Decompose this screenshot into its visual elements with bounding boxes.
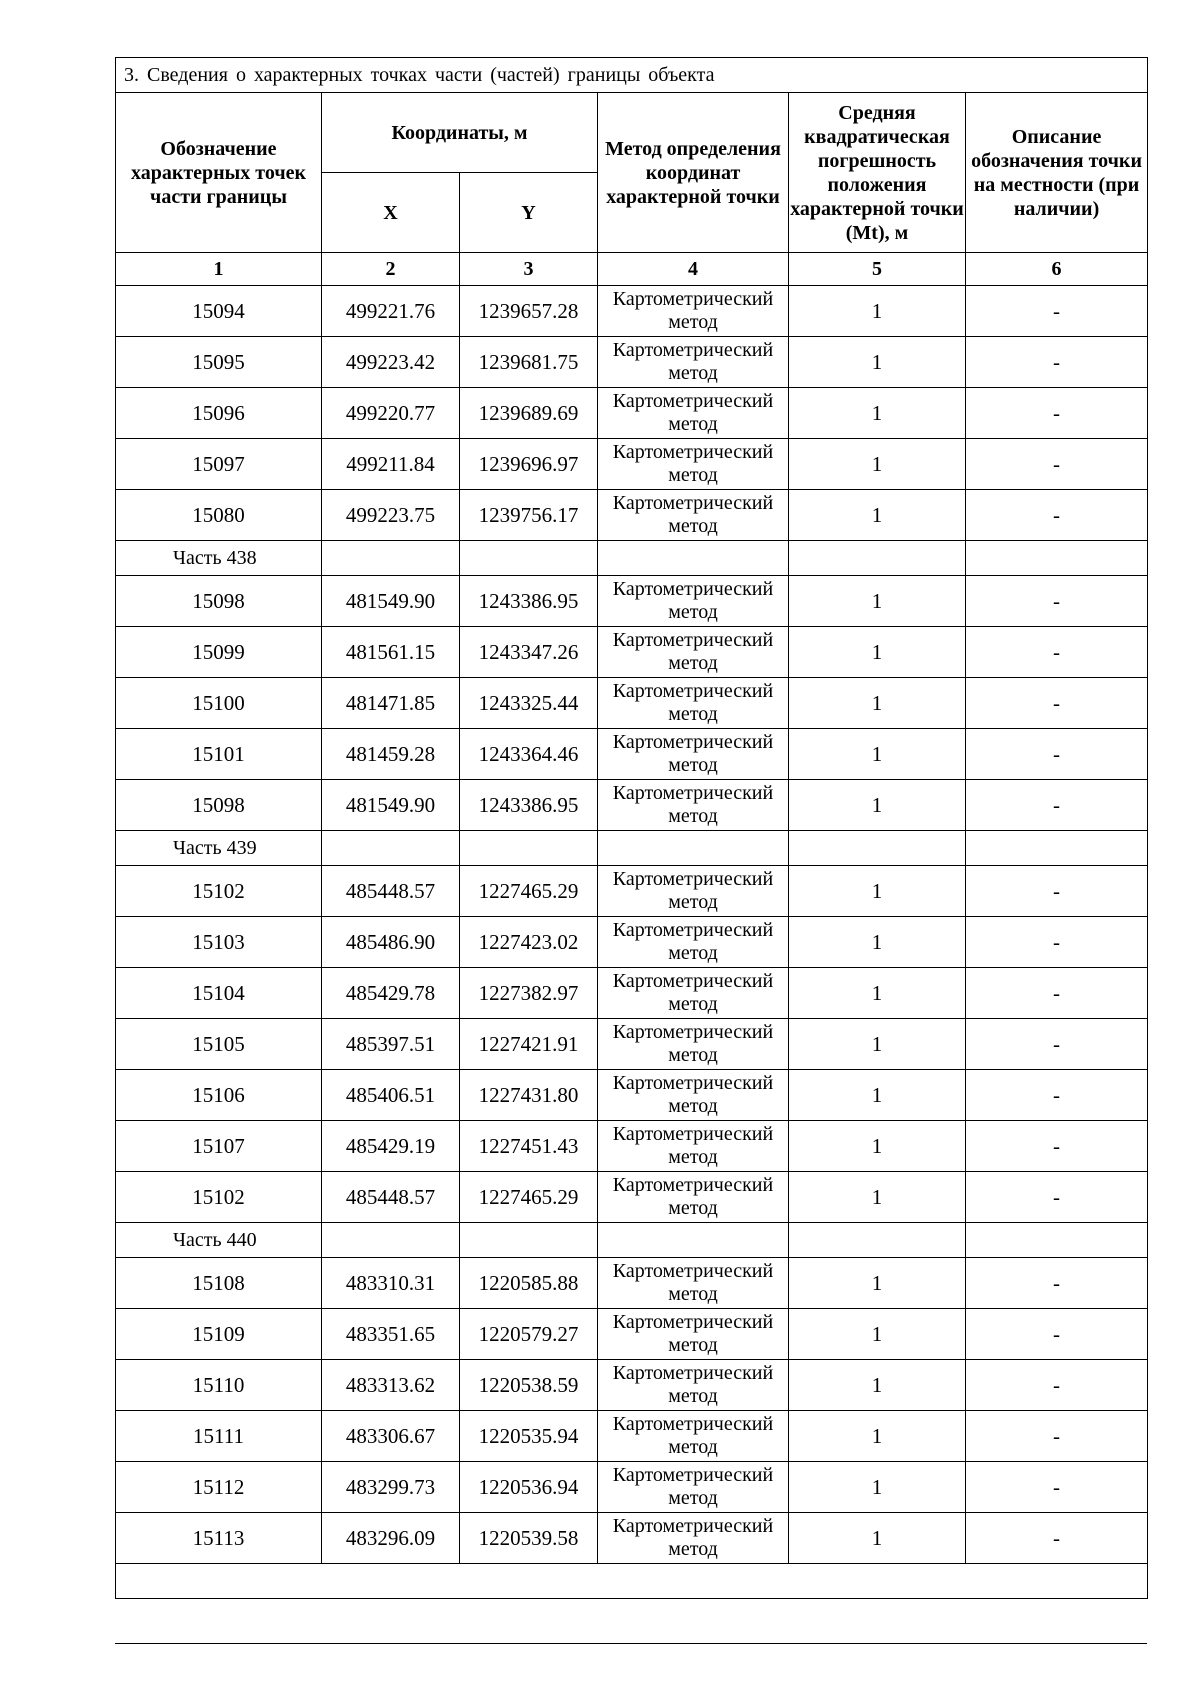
- section-title: 3. Сведения о характерных точках части (частей) границы объекта: [116, 58, 1148, 93]
- description-cell: -: [966, 780, 1148, 831]
- mean-error-cell: 1: [789, 1019, 966, 1070]
- x-coordinate-cell: 481471.85: [322, 678, 460, 729]
- header-mean-error: Средняя квадратическая погрешность положения характерной точки (Mt), м: [789, 93, 966, 253]
- empty-cell: [966, 1223, 1148, 1258]
- empty-cell: [789, 541, 966, 576]
- part-header-row: [116, 541, 1148, 576]
- empty-cell: [322, 541, 460, 576]
- y-coordinate-cell: 1220535.94: [460, 1411, 598, 1462]
- description-cell: -: [966, 576, 1148, 627]
- description-cell: -: [966, 1411, 1148, 1462]
- y-coordinate-cell: 1243386.95: [460, 576, 598, 627]
- point-id-cell: 15098: [116, 576, 322, 627]
- table-empty-row: [116, 1564, 1148, 1599]
- point-id-cell: 15105: [116, 1019, 322, 1070]
- mean-error-cell: 1: [789, 780, 966, 831]
- point-id-cell: 15101: [116, 729, 322, 780]
- table-row: [116, 1513, 1148, 1564]
- y-coordinate-cell: 1227465.29: [460, 1172, 598, 1223]
- description-cell: -: [966, 1360, 1148, 1411]
- y-coordinate-cell: 1227382.97: [460, 968, 598, 1019]
- empty-cell: [322, 1223, 460, 1258]
- x-coordinate-cell: 483296.09: [322, 1513, 460, 1564]
- mean-error-cell: 1: [789, 576, 966, 627]
- header-description: Описание обозначения точки на местности (при наличии): [966, 93, 1148, 253]
- point-id-cell: 15113: [116, 1513, 322, 1564]
- description-cell: -: [966, 490, 1148, 541]
- description-cell: -: [966, 1258, 1148, 1309]
- mean-error-cell: 1: [789, 1258, 966, 1309]
- method-cell: Картометрический метод: [598, 1172, 789, 1223]
- y-coordinate-cell: 1227465.29: [460, 866, 598, 917]
- mean-error-cell: 1: [789, 1121, 966, 1172]
- mean-error-cell: 1: [789, 917, 966, 968]
- table-body: [116, 286, 1148, 1564]
- table-row: [116, 1309, 1148, 1360]
- x-coordinate-cell: 499221.76: [322, 286, 460, 337]
- empty-cell: [460, 1223, 598, 1258]
- x-coordinate-cell: 483310.31: [322, 1258, 460, 1309]
- x-coordinate-cell: 499220.77: [322, 388, 460, 439]
- point-id-cell: 15099: [116, 627, 322, 678]
- column-number: 6: [966, 253, 1148, 286]
- table-row: [116, 866, 1148, 917]
- x-coordinate-cell: 499223.75: [322, 490, 460, 541]
- mean-error-cell: 1: [789, 439, 966, 490]
- column-number: 2: [322, 253, 460, 286]
- description-cell: -: [966, 1070, 1148, 1121]
- method-cell: Картометрический метод: [598, 780, 789, 831]
- empty-cell: [789, 1223, 966, 1258]
- y-coordinate-cell: 1227451.43: [460, 1121, 598, 1172]
- y-coordinate-cell: 1243325.44: [460, 678, 598, 729]
- column-number: 4: [598, 253, 789, 286]
- y-coordinate-cell: 1243347.26: [460, 627, 598, 678]
- table-row: [116, 1258, 1148, 1309]
- header-coordinates: Координаты, м: [322, 93, 598, 173]
- table-row: [116, 917, 1148, 968]
- method-cell: Картометрический метод: [598, 917, 789, 968]
- method-cell: Картометрический метод: [598, 968, 789, 1019]
- method-cell: Картометрический метод: [598, 1462, 789, 1513]
- header-y: Y: [460, 173, 598, 253]
- y-coordinate-cell: 1243386.95: [460, 780, 598, 831]
- table-row: [116, 439, 1148, 490]
- method-cell: Картометрический метод: [598, 388, 789, 439]
- method-cell: Картометрический метод: [598, 1360, 789, 1411]
- y-coordinate-cell: 1220585.88: [460, 1258, 598, 1309]
- description-cell: -: [966, 729, 1148, 780]
- y-coordinate-cell: 1220579.27: [460, 1309, 598, 1360]
- x-coordinate-cell: 481549.90: [322, 576, 460, 627]
- description-cell: -: [966, 678, 1148, 729]
- point-id-cell: 15094: [116, 286, 322, 337]
- part-label: Часть 439: [116, 831, 322, 866]
- description-cell: -: [966, 1513, 1148, 1564]
- description-cell: -: [966, 388, 1148, 439]
- empty-cell: [966, 831, 1148, 866]
- x-coordinate-cell: 485448.57: [322, 866, 460, 917]
- x-coordinate-cell: 481561.15: [322, 627, 460, 678]
- mean-error-cell: 1: [789, 729, 966, 780]
- point-id-cell: 15080: [116, 490, 322, 541]
- point-id-cell: 15103: [116, 917, 322, 968]
- x-coordinate-cell: 485429.19: [322, 1121, 460, 1172]
- x-coordinate-cell: 485448.57: [322, 1172, 460, 1223]
- mean-error-cell: 1: [789, 866, 966, 917]
- method-cell: Картометрический метод: [598, 490, 789, 541]
- part-label: Часть 440: [116, 1223, 322, 1258]
- x-coordinate-cell: 499223.42: [322, 337, 460, 388]
- description-cell: -: [966, 1309, 1148, 1360]
- mean-error-cell: 1: [789, 1172, 966, 1223]
- point-id-cell: 15112: [116, 1462, 322, 1513]
- method-cell: Картометрический метод: [598, 1121, 789, 1172]
- part-header-row: [116, 1223, 1148, 1258]
- header-point-designation: Обозначение характерных точек части границы: [116, 93, 322, 253]
- y-coordinate-cell: 1239756.17: [460, 490, 598, 541]
- description-cell: -: [966, 1172, 1148, 1223]
- table-row: [116, 1019, 1148, 1070]
- mean-error-cell: 1: [789, 337, 966, 388]
- x-coordinate-cell: 483299.73: [322, 1462, 460, 1513]
- part-header-row: [116, 831, 1148, 866]
- method-cell: Картометрический метод: [598, 286, 789, 337]
- description-cell: -: [966, 1462, 1148, 1513]
- point-id-cell: 15104: [116, 968, 322, 1019]
- y-coordinate-cell: 1220536.94: [460, 1462, 598, 1513]
- empty-cell: [598, 831, 789, 866]
- mean-error-cell: 1: [789, 678, 966, 729]
- footer-rule: [115, 1643, 1147, 1644]
- boundary-points-table: [115, 57, 1148, 1599]
- method-cell: Картометрический метод: [598, 576, 789, 627]
- y-coordinate-cell: 1239689.69: [460, 388, 598, 439]
- empty-cell: [460, 541, 598, 576]
- mean-error-cell: 1: [789, 1411, 966, 1462]
- table-row: [116, 1070, 1148, 1121]
- x-coordinate-cell: 485486.90: [322, 917, 460, 968]
- table-row: [116, 1462, 1148, 1513]
- y-coordinate-cell: 1227423.02: [460, 917, 598, 968]
- y-coordinate-cell: 1239681.75: [460, 337, 598, 388]
- mean-error-cell: 1: [789, 1513, 966, 1564]
- description-cell: -: [966, 286, 1148, 337]
- method-cell: Картометрический метод: [598, 1411, 789, 1462]
- document-sheet: [115, 57, 1147, 1599]
- method-cell: Картометрический метод: [598, 337, 789, 388]
- point-id-cell: 15102: [116, 866, 322, 917]
- empty-cell: [598, 541, 789, 576]
- table-row: [116, 729, 1148, 780]
- table-row: [116, 490, 1148, 541]
- method-cell: Картометрический метод: [598, 678, 789, 729]
- method-cell: Картометрический метод: [598, 627, 789, 678]
- point-id-cell: 15109: [116, 1309, 322, 1360]
- table-row: [116, 1360, 1148, 1411]
- x-coordinate-cell: 481459.28: [322, 729, 460, 780]
- method-cell: Картометрический метод: [598, 866, 789, 917]
- table-row: [116, 968, 1148, 1019]
- y-coordinate-cell: 1220539.58: [460, 1513, 598, 1564]
- point-id-cell: 15107: [116, 1121, 322, 1172]
- point-id-cell: 15097: [116, 439, 322, 490]
- point-id-cell: 15110: [116, 1360, 322, 1411]
- mean-error-cell: 1: [789, 1360, 966, 1411]
- table-row: [116, 286, 1148, 337]
- table-row: [116, 388, 1148, 439]
- y-coordinate-cell: 1220538.59: [460, 1360, 598, 1411]
- header-x: X: [322, 173, 460, 253]
- x-coordinate-cell: 485397.51: [322, 1019, 460, 1070]
- method-cell: Картометрический метод: [598, 1513, 789, 1564]
- table-row: [116, 678, 1148, 729]
- description-cell: -: [966, 1121, 1148, 1172]
- point-id-cell: 15095: [116, 337, 322, 388]
- header-method: Метод определения координат характерной точки: [598, 93, 789, 253]
- method-cell: Картометрический метод: [598, 1070, 789, 1121]
- empty-cell: [598, 1223, 789, 1258]
- table-row: [116, 337, 1148, 388]
- method-cell: Картометрический метод: [598, 1258, 789, 1309]
- table-row: [116, 1121, 1148, 1172]
- table-row: [116, 780, 1148, 831]
- point-id-cell: 15096: [116, 388, 322, 439]
- point-id-cell: 15108: [116, 1258, 322, 1309]
- mean-error-cell: 1: [789, 1309, 966, 1360]
- x-coordinate-cell: 483351.65: [322, 1309, 460, 1360]
- x-coordinate-cell: 483313.62: [322, 1360, 460, 1411]
- x-coordinate-cell: 485406.51: [322, 1070, 460, 1121]
- mean-error-cell: 1: [789, 968, 966, 1019]
- column-number: 3: [460, 253, 598, 286]
- part-label: Часть 438: [116, 541, 322, 576]
- description-cell: -: [966, 337, 1148, 388]
- column-number: 1: [116, 253, 322, 286]
- y-coordinate-cell: 1243364.46: [460, 729, 598, 780]
- x-coordinate-cell: 483306.67: [322, 1411, 460, 1462]
- mean-error-cell: 1: [789, 388, 966, 439]
- description-cell: -: [966, 866, 1148, 917]
- column-number: 5: [789, 253, 966, 286]
- description-cell: -: [966, 439, 1148, 490]
- point-id-cell: 15111: [116, 1411, 322, 1462]
- description-cell: -: [966, 968, 1148, 1019]
- method-cell: Картометрический метод: [598, 1019, 789, 1070]
- method-cell: Картометрический метод: [598, 729, 789, 780]
- x-coordinate-cell: 499211.84: [322, 439, 460, 490]
- table-row: [116, 1411, 1148, 1462]
- empty-cell: [460, 831, 598, 866]
- description-cell: -: [966, 1019, 1148, 1070]
- y-coordinate-cell: 1227421.91: [460, 1019, 598, 1070]
- mean-error-cell: 1: [789, 286, 966, 337]
- empty-cell: [789, 831, 966, 866]
- table-row: [116, 576, 1148, 627]
- y-coordinate-cell: 1227431.80: [460, 1070, 598, 1121]
- mean-error-cell: 1: [789, 627, 966, 678]
- point-id-cell: 15100: [116, 678, 322, 729]
- mean-error-cell: 1: [789, 1070, 966, 1121]
- point-id-cell: 15102: [116, 1172, 322, 1223]
- y-coordinate-cell: 1239657.28: [460, 286, 598, 337]
- empty-cell: [322, 831, 460, 866]
- table-row: [116, 1172, 1148, 1223]
- mean-error-cell: 1: [789, 1462, 966, 1513]
- description-cell: -: [966, 917, 1148, 968]
- point-id-cell: 15106: [116, 1070, 322, 1121]
- x-coordinate-cell: 481549.90: [322, 780, 460, 831]
- y-coordinate-cell: 1239696.97: [460, 439, 598, 490]
- point-id-cell: 15098: [116, 780, 322, 831]
- method-cell: Картометрический метод: [598, 439, 789, 490]
- empty-cell: [966, 541, 1148, 576]
- table-row: [116, 627, 1148, 678]
- x-coordinate-cell: 485429.78: [322, 968, 460, 1019]
- mean-error-cell: 1: [789, 490, 966, 541]
- description-cell: -: [966, 627, 1148, 678]
- method-cell: Картометрический метод: [598, 1309, 789, 1360]
